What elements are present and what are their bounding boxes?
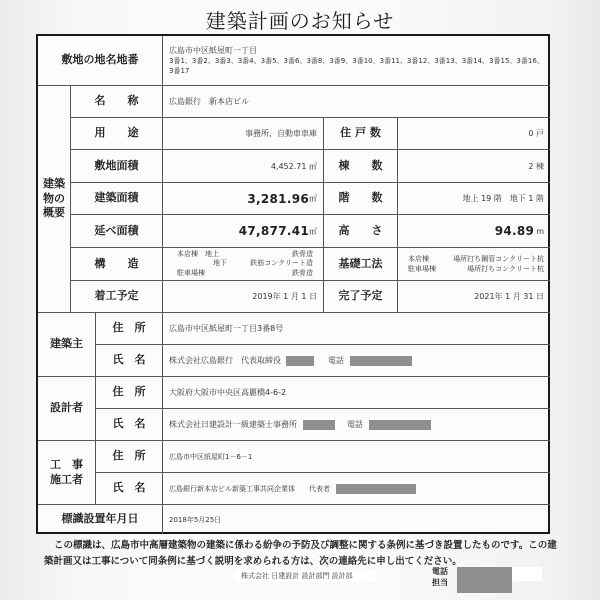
height-value: 94.89 m xyxy=(398,215,550,248)
complete-label: 完了予定 xyxy=(324,281,398,313)
floors-label: 階 数 xyxy=(324,183,398,215)
sign-date-label: 標識設置年月日 xyxy=(38,505,163,534)
complete-value: 2021年 1 月 31 日 xyxy=(398,281,550,313)
redacted-block xyxy=(350,356,412,366)
designer-address-label: 住 所 xyxy=(96,377,163,409)
owner-address-value: 広島市中区紙屋町一丁目3番8号 xyxy=(163,313,550,345)
foundation-line: 本店棟 場所打ち鋼管コンクリート杭 xyxy=(408,254,544,263)
floor-area-value: 47,877.41 ㎡ xyxy=(163,215,324,248)
structure-line: 本店棟 地上 鉄骨造 xyxy=(177,249,313,258)
floor-area-label: 延べ面積 xyxy=(71,215,163,248)
redacted-block xyxy=(336,484,416,494)
masking-tape xyxy=(512,567,542,581)
height-label: 高 さ xyxy=(324,215,398,248)
redacted-block xyxy=(286,356,314,366)
structure-line: 駐車場棟 鉄骨造 xyxy=(177,268,313,277)
site-value xyxy=(163,36,550,86)
structure-value xyxy=(163,248,324,281)
name-value: 広島銀行 新本店ビル xyxy=(163,86,550,118)
foundation-line: 駐車場棟 場所打ちコンクリート杭 xyxy=(408,265,544,273)
designer-label: 設計者 xyxy=(38,377,96,441)
buildings-count-label: 棟 数 xyxy=(324,150,398,183)
start-value: 2019年 1 月 1 日 xyxy=(163,281,324,313)
contractor-address-value: 広島市中区紙屋町1－6－1 xyxy=(163,441,550,473)
owner-label: 建築主 xyxy=(38,313,96,377)
redacted-block xyxy=(369,420,431,430)
structure-label: 構 造 xyxy=(71,248,163,281)
building-group-label: 建築物の概要 xyxy=(38,86,71,313)
footer-notice: この標識は、広島市中高層建築物の建築に係わる紛争の予防及び調整に関する条例に基づき設置したものです。この建築計画又は工事について同条例に基づく説明を求められる方は、次の連絡先に申し出てください。 xyxy=(44,540,557,567)
footer-contact-labels: 電話 担当 xyxy=(432,566,448,588)
sign-date-value: 2018年5月25日 xyxy=(169,515,222,524)
contractor-address-label: 住 所 xyxy=(96,441,163,473)
site-line2: 3番1、3番2、3番3、3番4、3番5、3番6、3番8、3番9、3番10、3番11、3番12、3番13、3番14、3番15、3番16、3番17 xyxy=(169,57,544,76)
page-title: 建築計画のお知らせ xyxy=(205,9,395,33)
contractor-name-label: 氏 名 xyxy=(96,473,163,505)
use-label: 用 途 xyxy=(71,118,163,150)
owner-address-label: 住 所 xyxy=(96,313,163,345)
building-area-label: 建築面積 xyxy=(71,183,163,215)
structure-line: 地下 鉄筋コンクリート造 xyxy=(213,259,313,268)
name-label: 名 称 xyxy=(71,86,163,118)
designer-address-value: 大阪府大阪市中央区高麗橋4-6-2 xyxy=(163,377,550,409)
contractor-name-value: 広島銀行新本店ビル新築工事共同企業体 代表者 xyxy=(163,473,550,505)
footer-contact-org: 株式会社 日建設計 設計部門 設計部 xyxy=(235,570,375,582)
site-area-value: 4,452.71 ㎡ xyxy=(163,150,324,183)
buildings-count-value: 2 棟 xyxy=(398,150,550,183)
site-line1: 広島市中区紙屋町一丁目 xyxy=(169,45,257,55)
designer-name-label: 氏 名 xyxy=(96,409,163,441)
site-area-label: 敷地面積 xyxy=(71,150,163,183)
floors-value: 地上 19 階 地下 1 階 xyxy=(398,183,550,215)
building-area-value: 3,281.96 ㎡ xyxy=(163,183,324,215)
redacted-block xyxy=(303,420,335,430)
owner-name-label: 氏 名 xyxy=(96,345,163,377)
start-label: 着工予定 xyxy=(71,281,163,313)
use-value: 事務所、自動車車庫 xyxy=(163,118,324,150)
foundation-label: 基礎工法 xyxy=(324,248,398,281)
notice-table xyxy=(36,34,550,534)
owner-name-value: 株式会社広島銀行 代表取締役 電話 xyxy=(163,345,550,377)
dwellings-label: 住 戸 数 xyxy=(324,118,398,150)
foundation-value xyxy=(398,248,550,281)
redacted-block xyxy=(457,567,512,593)
designer-name-value: 株式会社日建設計一級建築士事務所 電話 xyxy=(163,409,550,441)
site-label: 敷地の地名地番 xyxy=(38,36,163,86)
contractor-label: 工 事 施工者 xyxy=(38,441,96,505)
dwellings-value: 0 戸 xyxy=(398,118,550,150)
